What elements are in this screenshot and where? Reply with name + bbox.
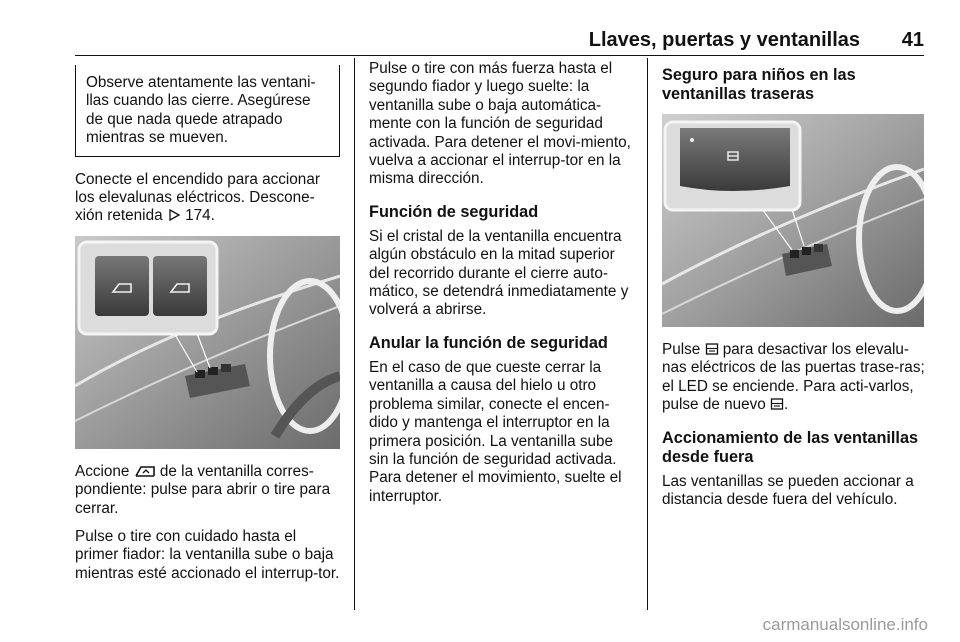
text-run: 174.	[180, 207, 215, 225]
warning-box	[75, 65, 340, 157]
paragraph-safety-function: Si el cristal de la ventanilla encuentra algún obstáculo en la mitad superior del recorrido durante el cierre auto-mático, se detendrá inmediatamente y volverá a abrirse.	[369, 227, 629, 319]
paragraph-outside-operation: Las ventanillas se pueden accionar a distancia desde fuera del vehículo.	[662, 472, 914, 509]
paragraph-first-detent: Pulse o tire con cuidado hasta el primer fiador: la ventanilla sube o baja mientras esté accionado el interrup-tor.	[75, 528, 340, 582]
figure-window-switches	[75, 236, 340, 449]
heading-safety-function: Función de seguridad	[369, 202, 539, 221]
heading-outside-operation: Accionamiento de las ventanillas desde fuera	[662, 428, 919, 466]
column-divider-2	[647, 58, 648, 610]
header-rule	[75, 55, 924, 56]
page-reference-triangle-icon	[167, 208, 181, 222]
paragraph-ignition	[75, 171, 340, 226]
text-run: Conecte el encendido para accionar los elevalunas eléctricos. Descone-xión retenida	[75, 170, 320, 225]
text-run: Pulse	[662, 341, 705, 358]
page-number: 41	[901, 29, 924, 51]
heading-override-safety: Anular la función de seguridad	[369, 333, 608, 352]
warning-text: Observe atentamente las ventani-llas cuando las cierre. Asegúrese de que nada quede atrapado mientras se mueven.	[86, 74, 316, 147]
child-lock-icon	[770, 397, 784, 411]
paragraph-override-safety: En el caso de que cueste cerrar la ventanilla a causa del hielo u otro problema similar, conecte el encen-dido y mantenga el interruptor en la primera posición. La ventanilla sube sin la función de seguridad activada. Para detener el movimiento, suelte el interruptor.	[369, 358, 622, 505]
paragraph-second-detent: Pulse o tire con más fuerza hasta el segundo fiador y luego suelte: la ventanilla sube o baja automática-mente con la función de seguridad activada. Para detener el movi-miento, vuelva a accionar el interrup-tor en la misma dirección.	[369, 60, 631, 188]
paragraph-child-lock	[662, 341, 927, 415]
heading-child-lock: Seguro para niños en las ventanillas traseras	[662, 66, 856, 103]
watermark: carmanualsonline.info	[762, 615, 928, 634]
column-1	[75, 60, 340, 593]
running-header-title: Llaves, puertas y ventanillas	[588, 29, 860, 51]
column-3	[662, 60, 927, 519]
text-run: .	[784, 396, 789, 414]
text-run: Accione	[75, 462, 134, 480]
column-divider-1	[354, 58, 355, 610]
text-run: para desactivar los elevalu-nas eléctricos de las puertas trase-ras; el LED se enciende. Para acti-varlos, pulse de nuevo	[662, 341, 925, 414]
window-switch-icon	[134, 464, 156, 478]
child-lock-icon	[705, 342, 719, 356]
figure-child-lock	[662, 114, 924, 327]
column-2	[369, 60, 634, 516]
paragraph-operate	[75, 463, 340, 518]
text-run: de la ventanilla corres-pondiente: pulse para abrir o tire para cerrar.	[75, 462, 331, 517]
